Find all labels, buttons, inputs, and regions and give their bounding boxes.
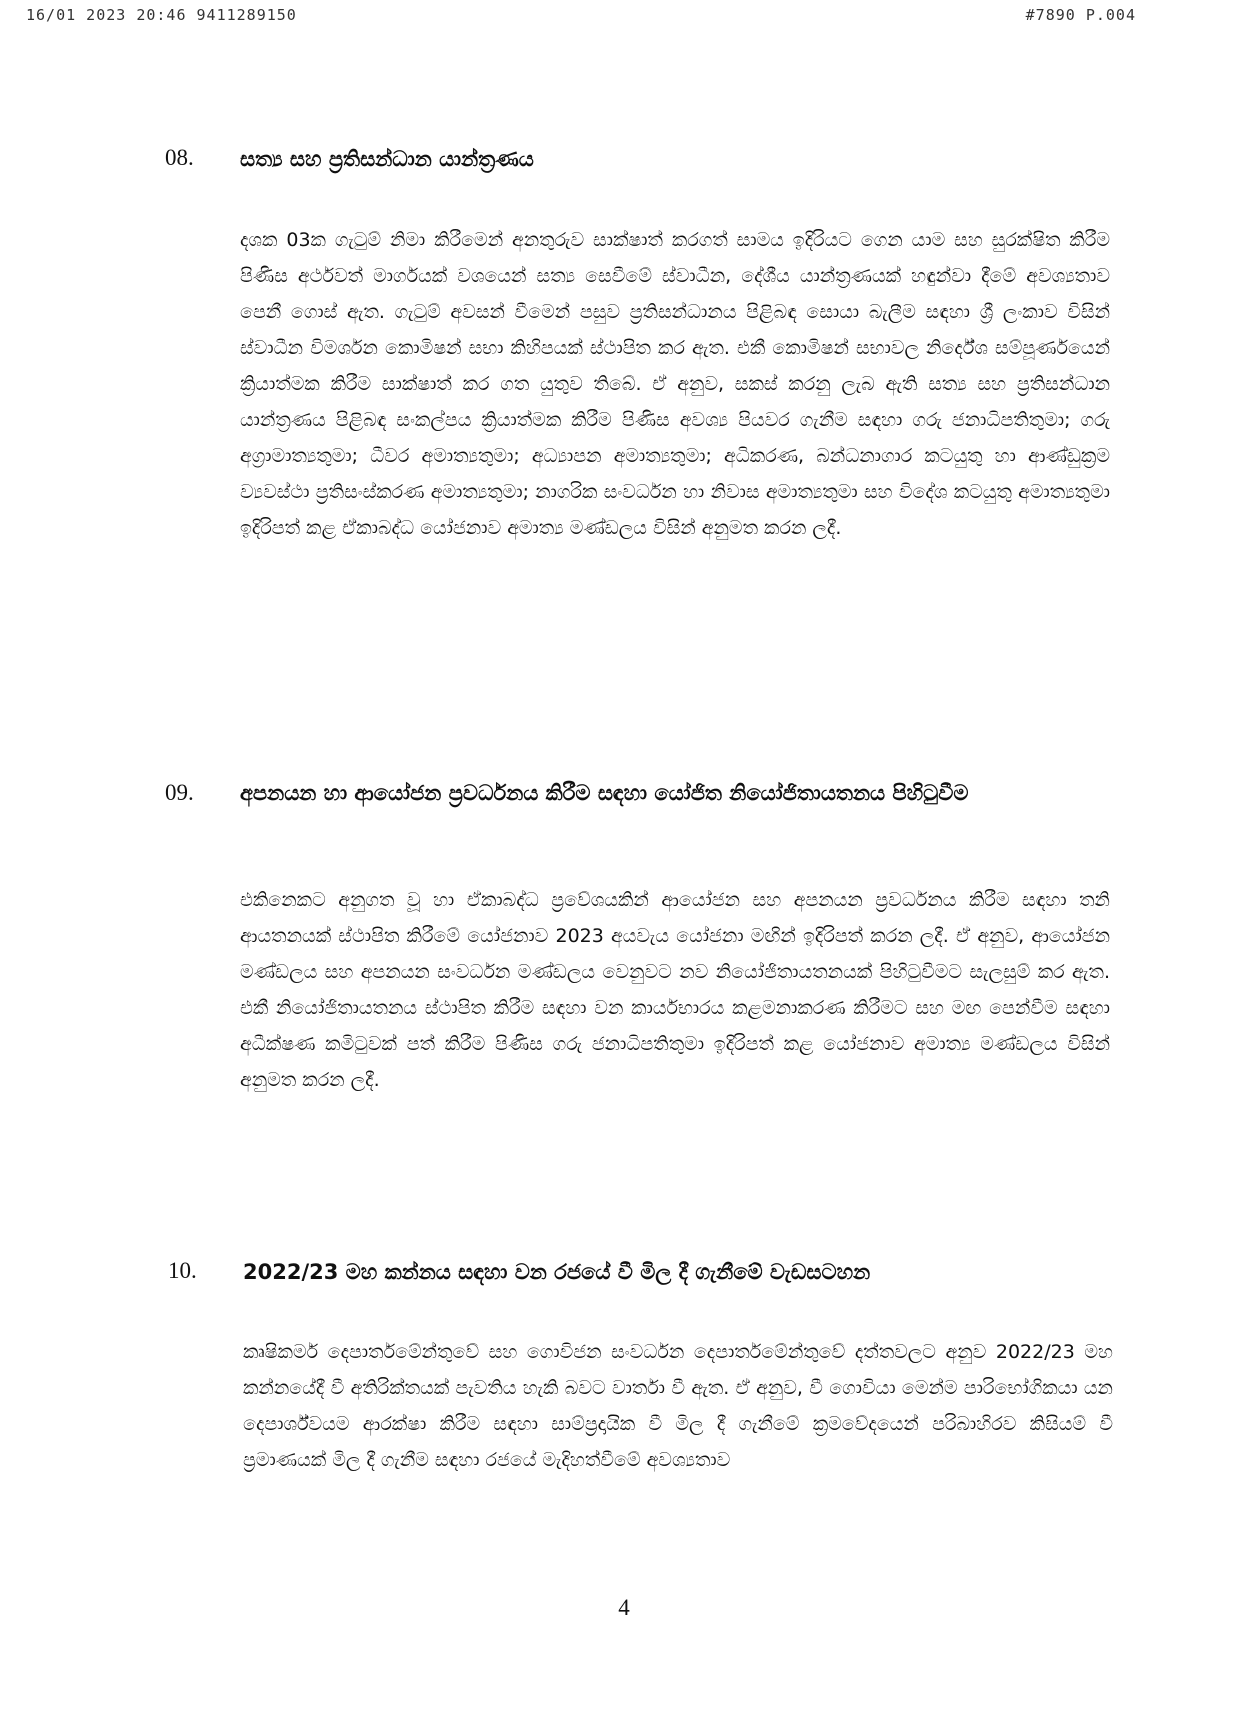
section-heading: සත්‍ය සහ ප්‍රතිසන්ධාන යාන්ත්‍රණය [240, 147, 534, 171]
section-body: එකිනෙකට අනුගත වූ හා ඒකාබද්ධ ප්‍රවේශයකින් ආයෝජන සහ අපනයන ප්‍රවර්ධනය කිරීම සඳහා තනි ආයතනයක් ස්ථාපිත කිරීමේ යෝජනාව 2023 අයවැය යෝජනා මඟින් ඉදිරිපත් කරන ලදී. ඒ අනුව, ආයෝජන මණ්ඩලය සහ අපනයන සංවර්ධන මණ්ඩලය වෙනුවට නව නියෝජිතායතනයක් පිහිටුවීමට සැලසුම් කර ඇත. එකී නියෝජිතායතනය ස්ථාපිත කිරීම සඳහා වන කාර්යභාරය කළමනාකරණ කිරීමට සහ මඟ පෙන්වීම සඳහා අධීක්ෂණ කමිටුවක් පත් කිරීම පිණිස ගරු ජනාධිපතිතුමා ඉදිරිපත් කළ යෝජනාව අමාත්‍ය මණ්ඩලය විසින් අනුමත කරන ලදී. [240, 889, 1110, 1091]
section-heading: අපනයන හා ආයෝජන ප්‍රවර්ධනය කිරීම සඳහා යෝජිත නියෝජිතායතනය පිහිටුවීම [240, 781, 969, 805]
fax-header-left: 16/01 2023 20:46 9411289150 [26, 6, 297, 24]
section-heading: 2022/23 මහ කන්නය සඳහා වන රජයේ වී මිල දී ගැනීමේ වැඩසටහන [243, 1260, 871, 1284]
section-number: 09. [165, 780, 194, 805]
page-number: 4 [618, 1595, 630, 1620]
fax-header-right: #7890 P.004 [1025, 6, 1136, 24]
section-number: 08. [165, 145, 194, 170]
section-body: දශක 03ක ගැටුම් නිමා කිරීමෙන් අනතුරුව සාක්ෂාත් කරගත් සාමය ඉදිරියට ගෙන යාම සහ සුරක්ෂිත කිරීම පිණිස අර්ථවත් මාර්ගයක් වශයෙන් සත්‍ය සෙවීමේ ස්වාධීන, දේශීය යාන්ත්‍රණයක් හඳුන්වා දීමේ අවශ්‍යතාව පෙනී ගොස් ඇත. ගැටුම් අවසන් වීමෙන් පසුව ප්‍රතිසන්ධානය පිළිබඳ සොයා බැලීම සඳහා ශ්‍රී ලංකාව විසින් ස්වාධීන විමර්ශන කොමිෂන් සභා කිහිපයක් ස්ථාපිත කර ඇත. එකී කොමිෂන් සභාවල නිර්දේශ සම්පූර්ණයෙන් ක්‍රියාත්මක කිරීම සාක්ෂාත් කර ගත යුතුව තිබේ. ඒ අනුව, සකස් කරනු ලැබ ඇති සත්‍ය සහ ප්‍රතිසන්ධාන යාන්ත්‍රණය පිළිබඳ සංකල්පය ක්‍රියාත්මක කිරීම පිණිස අවශ්‍ය පියවර ගැනීම සඳහා ගරු ජනාධිපතිතුමා; ගරු අග්‍රාමාත්‍යතුමා; ධීවර අමාත්‍යතුමා; අධ්‍යාපන අමාත්‍යතුමා; අධිකරණ, බන්ධනාගාර කටයුතු හා ආණ්ඩුක්‍රම ව්‍යවස්ථා ප්‍රතිසංස්කරණ අමාත්‍යතුමා; නාගරික සංවර්ධන හා නිවාස අමාත්‍යතුමා සහ විදේශ කටයුතු අමාත්‍යතුමා ඉදිරිපත් කළ ඒකාබද්ධ යෝජනාව අමාත්‍ය මණ්ඩලය විසින් අනුමත කරන ලදී. [240, 229, 1110, 539]
section-body: කෘෂිකර්ම දෙපාර්තමේන්තුවේ සහ ගොවිජන සංවර්ධන දෙපාර්තමේන්තුවේ දත්තවලට අනුව 2022/23 මහ කන්නයේදී වී අතිරික්තයක් පැවතිය හැකි බවට වාර්තා වී ඇත. ඒ අනුව, වී ගොවියා මෙන්ම පාරිභෝගිකයා යන දෙපාර්ශ්වයම ආරක්ෂා කිරීම සඳහා සාම්ප්‍රදායික වී මිල දී ගැනීමේ ක්‍රමවේදයෙන් පරිබාහිරව කිසියම් වී ප්‍රමාණයක් මිල දී ගැනීම සඳහා රජයේ මැදිහත්වීමේ අවශ්‍යතාව [243, 1341, 1113, 1471]
section-number: 10. [168, 1258, 197, 1283]
